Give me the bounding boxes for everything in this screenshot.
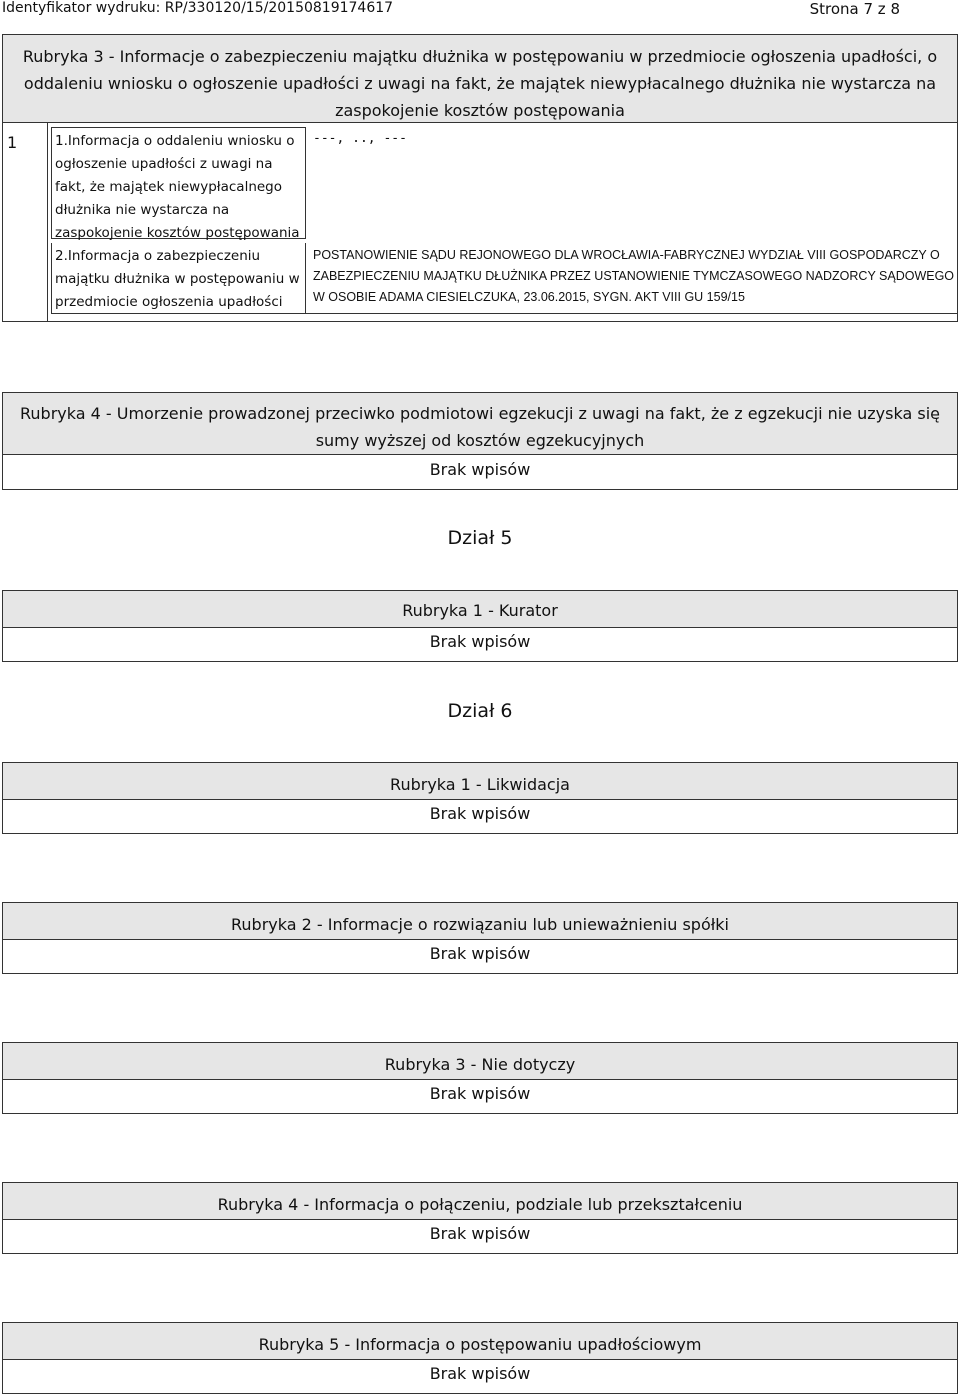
dzial-6-rubryka-5-body: Brak wpisów xyxy=(429,1364,531,1383)
row-1-value: ---, .., --- xyxy=(313,131,407,146)
dzial-6-heading: Dział 6 xyxy=(447,700,513,722)
dzial-6-rubryka-4 xyxy=(2,1182,958,1254)
rubryka-4-title: Rubryka 4 - Umorzenie prowadzonej przeciwko podmiotowi egzekucji z uwagi na fakt, że z egzekucji nie uzyska się sumy wyższej od kosztów egzekucyjnych xyxy=(3,393,957,455)
dzial-6-rubryka-3 xyxy=(2,1042,958,1114)
dzial-6-rubryka-2 xyxy=(2,902,958,974)
dzial-6-rubryka-3-body: Brak wpisów xyxy=(429,1084,531,1103)
dzial-6-rubryka-1-body: Brak wpisów xyxy=(429,804,531,823)
dzial-6-rubryka-2-body: Brak wpisów xyxy=(429,944,531,963)
rubryka-3-section xyxy=(2,34,958,322)
dzial-6-rubryka-2-title: Rubryka 2 - Informacje o rozwiązaniu lub unieważnieniu spółki xyxy=(3,903,957,940)
dzial-5-rubryka-1-title: Rubryka 1 - Kurator xyxy=(3,591,957,628)
rubryka-3-row-1 xyxy=(51,127,957,239)
dzial-6-rubryka-3-title: Rubryka 3 - Nie dotyczy xyxy=(3,1043,957,1080)
dzial-5-heading: Dział 5 xyxy=(447,527,513,549)
row-2-label: 2.Informacja o zabezpieczeniu majątku dłużnika w postępowaniu w przedmiocie ogłoszenia upadłości xyxy=(51,243,306,313)
dzial-6-rubryka-4-body: Brak wpisów xyxy=(429,1224,531,1243)
rubryka-3-row-2 xyxy=(51,243,957,313)
row-divider xyxy=(51,313,957,322)
rubryka-3-title: Rubryka 3 - Informacje o zabezpieczeniu majątku dłużnika w postępowaniu w przedmiocie ogłoszenia upadłości, o oddaleniu wniosku o ogłoszenie upadłości z uwagi na fakt, że majątek niewypłacalnego dłużnika nie wystarcza na zaspokojenie kosztów postępowania xyxy=(3,35,957,123)
dzial-5-rubryka-1 xyxy=(2,590,958,662)
print-identifier: Identyfikator wydruku: RP/330120/15/20150819174617 xyxy=(2,0,394,16)
rubryka-4-section xyxy=(2,392,958,490)
dzial-6-rubryka-5 xyxy=(2,1322,958,1394)
rubryka-4-body: Brak wpisów xyxy=(429,460,531,479)
dzial-5-rubryka-1-body: Brak wpisów xyxy=(429,632,531,651)
dzial-6-rubryka-1 xyxy=(2,762,958,834)
entry-number: 1 xyxy=(7,133,18,152)
row-2-value: POSTANOWIENIE SĄDU REJONOWEGO DLA WROCŁAWIA-FABRYCZNEJ WYDZIAŁ VIII GOSPODARCZY O ZABEZPIECZENIU MAJĄTKU DŁUŻNIKA PRZEZ USTANOWIENIE TYMCZASOWEGO NADZORCY SĄDOWEGO W OSOBIE ADAMA CIESIELCZUKA, 23.06.2015, SYGN. AKT VIII GU 159/15 xyxy=(313,248,955,304)
dzial-6-rubryka-1-title: Rubryka 1 - Likwidacja xyxy=(3,763,957,800)
dzial-6-rubryka-4-title: Rubryka 4 - Informacja o połączeniu, podziale lub przekształceniu xyxy=(3,1183,957,1220)
page-number: Strona 7 z 8 xyxy=(809,0,900,18)
row-1-label: 1.Informacja o oddaleniu wniosku o ogłoszenie upadłości z uwagi na fakt, że majątek niewypłacalnego dłużnika nie wystarcza na zaspokojenie kosztów postępowania xyxy=(51,127,306,239)
dzial-6-rubryka-5-title: Rubryka 5 - Informacja o postępowaniu upadłościowym xyxy=(3,1323,957,1360)
entry-number-column xyxy=(3,123,48,321)
